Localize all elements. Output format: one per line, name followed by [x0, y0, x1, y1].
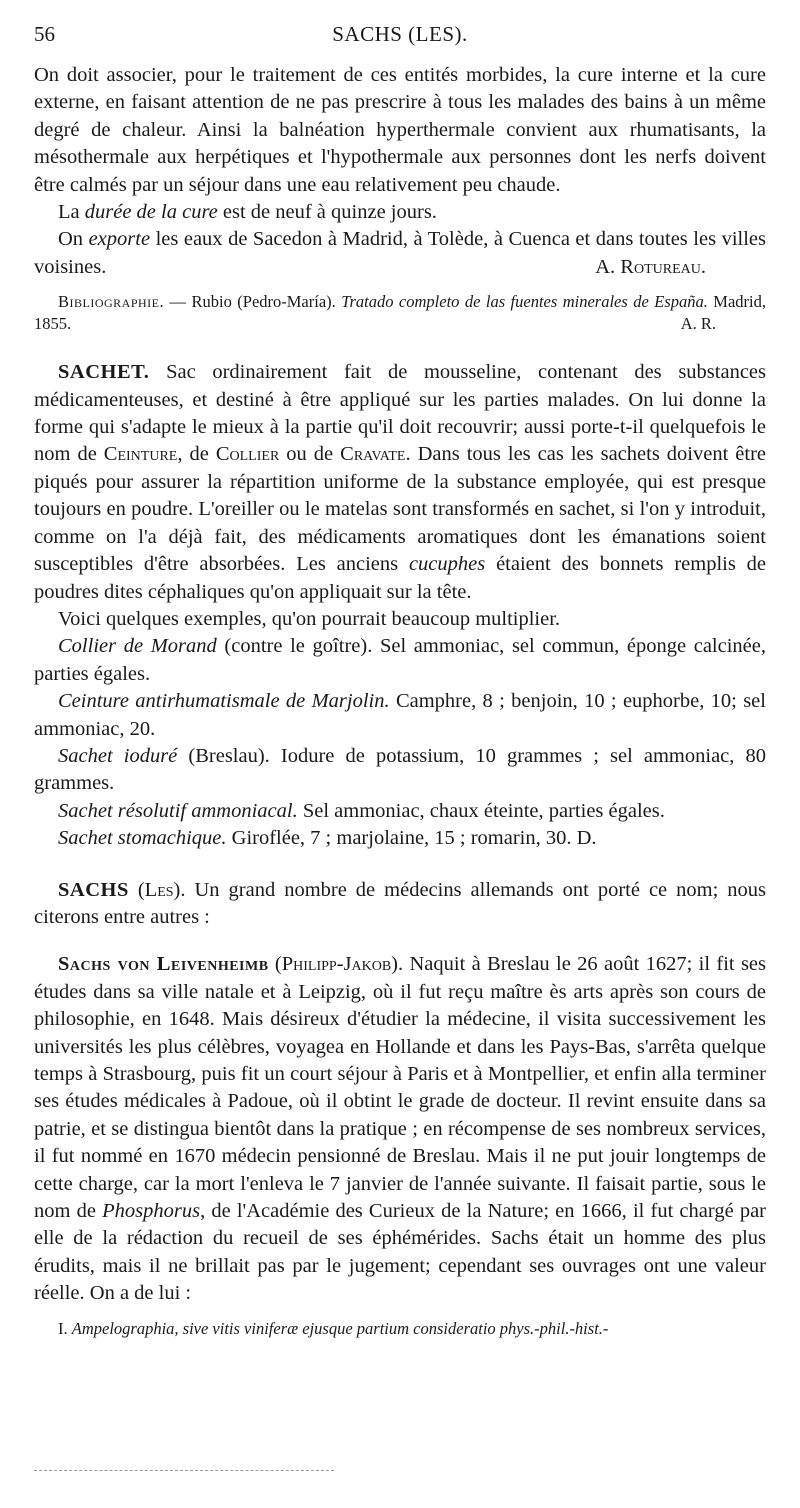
footer-divider — [34, 1470, 334, 1471]
emphasis: exporte — [88, 228, 151, 251]
term: Cravate — [340, 443, 406, 466]
emphasis: Ampelographia, sive vitis viniferæ ejusque partium consideratio phys.-phil.-hist.- — [71, 1318, 609, 1338]
works-list-item — [34, 1318, 766, 1340]
text-span: (Les). — [128, 878, 186, 901]
example-item — [34, 825, 766, 852]
example-name: Sachet résolutif ammoniacal. — [58, 799, 298, 822]
examples-intro: Voici quelques exemples, qu'on pourrait beaucoup multiplier. — [58, 607, 561, 630]
text-span: Sac ordinairement fait de mousseline, contenant des substances médicamenteuses, et destiné à être appliqué sur les parties malades. On lui donne la forme qui s'adapte le mieux à la partie qu'il doit recouvrir; aussi porte-t-il quelquefois le nom de — [34, 361, 766, 466]
entry-sachs — [34, 877, 766, 932]
text-span: La — [58, 201, 85, 224]
text-span: Naquit à Breslau le 26 août 1627; il fit ses études dans sa ville natale et à Leipzig, où il fut reçu maître ès arts après son cours de philosophie, en 1648. Mais désireux d'étudier la médecine, il visita successivement les universités les plus célèbres, voyagea en Hollande et dans les Pays-Bas, s'arrêta quelque temps à Strasbourg, puis fit un court séjour à Paris et à Montpellier, et enfin alla terminer ses études médicales à Padoue, où il obtint le grade de docteur. Il revint ensuite dans sa patrie, et se distingua bientôt dans la pratique ; en récompense de ses nombreux services, il fut nommé en 1670 médecin pensionné de Breslau. Mais il ne put jouir longtemps de cette charge, car la mort l'enleva le 7 janvier de l'année suivante. Il faisait partie, sous le nom de — [34, 953, 767, 1223]
page-content — [34, 62, 766, 1340]
example-item — [34, 743, 766, 798]
term: Collier — [215, 443, 280, 466]
example-text: (contre le goître). Sel ammoniac, sel commun, éponge calcinée, parties égales. — [34, 635, 766, 685]
emphasis: Phosphorus — [102, 1200, 201, 1223]
bibliography-signature: A. R. — [680, 314, 716, 334]
entry-heading: SACHET. — [58, 361, 150, 384]
text-span: Madrid, 1855. — [34, 292, 767, 334]
example-name: Ceinture antirhumatismale de Marjolin. — [58, 690, 390, 713]
text-span: . Dans tous les cas les sachets doivent être piqués pour assurer la répartition uniforme de la substance employée, qui est presque toujours en poudre. L'oreiller ou le matelas sont transformés en sachet, si l'on y introduit, comme on l'a déjà fait, des médicaments aromatiques dont les émanations soient susceptibles d'être absorbées. Les anciens — [34, 443, 767, 576]
entry-leivenheimb — [34, 951, 766, 1307]
emphasis: cucuphes — [408, 553, 486, 576]
paragraph-cure: On doit associer, pour le traitement de ces entités morbides, la cure interne et la cure externe, en faisant attention de ne pas prescrire à tous les malades des bains à un même degré de chaleur. Ainsi la balnéation hyperthermale convient aux rhumatisants, la mésothermale aux herpétiques et l'hypothermale aux personnes dont les nerfs doivent être calmés par un séjour dans une eau relativement peu chaude. — [34, 64, 766, 196]
example-name: Sachet ioduré — [58, 744, 178, 767]
term: Ceinture — [103, 443, 178, 466]
example-text: (Breslau). Iodure de potassium, 10 grammes ; sel ammoniac, 80 grammes. — [34, 744, 766, 795]
text-span: étaient des bonnets remplis de poudres dites céphaliques qu'on appliquait sur la tête. — [34, 553, 766, 603]
entry-sachet — [34, 359, 766, 606]
text-span: — Rubio (Pedro-María). — [164, 292, 342, 312]
bibliography — [34, 291, 766, 335]
example-name: Collier de Morand — [58, 635, 217, 658]
example-item — [34, 798, 766, 825]
running-title: SACHS (LES). — [332, 22, 468, 46]
example-item — [34, 688, 766, 743]
example-item — [34, 633, 766, 688]
text-span: I. — [58, 1318, 72, 1338]
author-signature: A. Rotureau. — [595, 255, 706, 278]
example-text: Giroflée, 7 ; marjolaine, 15 ; romarin, 30. D. — [226, 827, 597, 850]
example-text: Camphre, 8 ; benjoin, 10 ; euphorbe, 10; sel ammoniac, 20. — [34, 690, 766, 740]
entry-heading: SACHS — [58, 878, 129, 901]
text-span: (Philipp-Jakob). — [268, 953, 404, 976]
text-span: , de — [177, 443, 216, 466]
paragraph-export — [34, 226, 766, 281]
example-text: Sel ammoniac, chaux éteinte, parties égales. — [297, 799, 665, 822]
paragraph-duree — [34, 199, 766, 226]
text-span: , de l'Académie des Curieux de la Nature; en 1666, il fut chargé par elle de la rédaction du recueil de ses éphémérides. Sachs était un homme des plus érudits, mais il ne brillait pas par le jugement; cependant ses ouvrages ont une valeur réelle. On a de lui : — [34, 1200, 766, 1305]
text-span: est de neuf à quinze jours. — [217, 201, 437, 224]
page-number: 56 — [34, 22, 55, 46]
text-span: les eaux de Sacedon à Madrid, à Tolède, à Cuenca et dans toutes les villes voisines. — [34, 228, 766, 278]
example-name: Sachet stomachique. — [58, 827, 227, 850]
entry-heading: Sachs von Leivenheimb — [58, 953, 269, 976]
bibliography-label: Bibliographie. — [58, 292, 165, 312]
page-header — [0, 22, 800, 56]
emphasis: durée de la cure — [84, 201, 218, 224]
emphasis: Tratado completo de las fuentes minerales de España. — [341, 292, 708, 312]
text-span: On — [58, 228, 89, 251]
text-span: ou de — [279, 443, 341, 466]
text-span: Un grand nombre de médecins allemands ont porté ce nom; nous citerons entre autres : — [34, 878, 766, 928]
